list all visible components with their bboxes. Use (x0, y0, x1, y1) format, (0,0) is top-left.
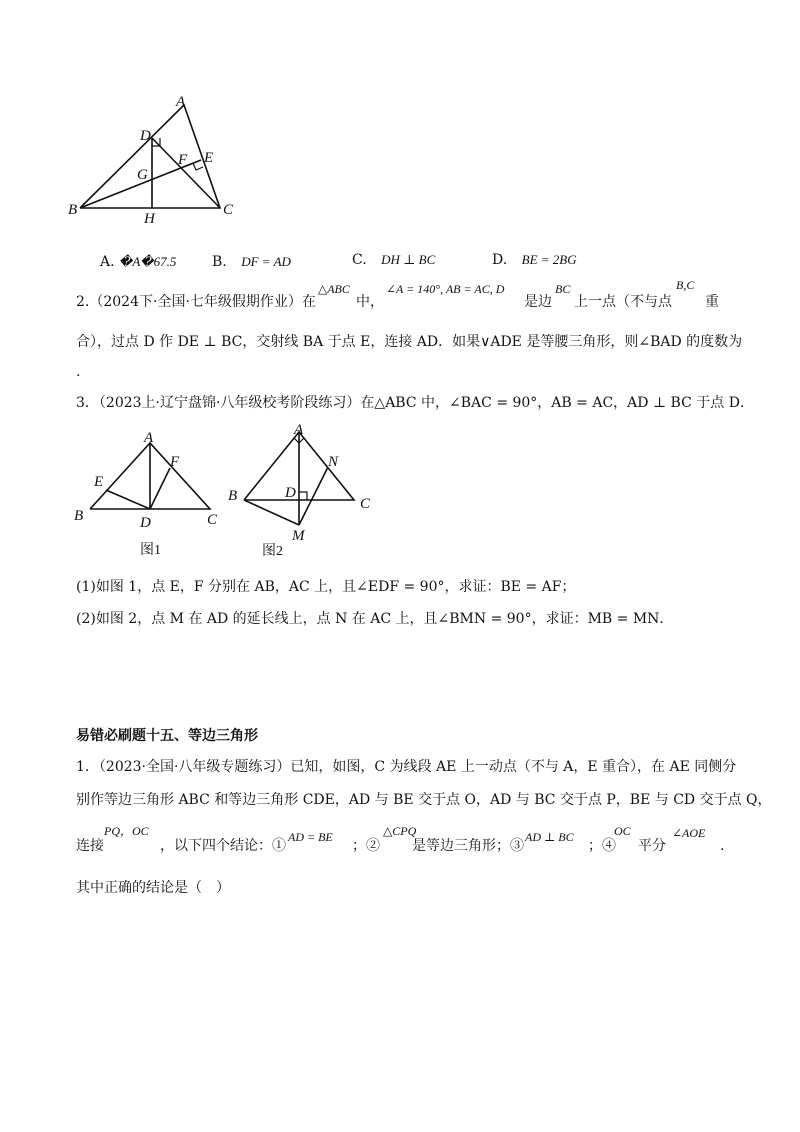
label-f: F (178, 152, 188, 168)
section-q1-line2: 别作等边三角形 ABC 和等边三角形 CDE，AD 与 BE 交于点 O，AD 与 BC 交于点 P，BE 与 CD 交于点 Q， (76, 792, 772, 808)
choice-c-text: DH ⊥ BC (381, 252, 436, 267)
fig2-label-m: M (292, 528, 305, 544)
fig2-label-n: N (328, 454, 339, 470)
section-q1-c2: △CPQ (383, 824, 417, 838)
section-q1-concl-b: ；② (352, 838, 380, 854)
choice-d-text: BE = 2BG (521, 252, 577, 267)
choice-a-text: �A�67.5 (119, 254, 177, 269)
section-q1-c1: AD = BE (288, 830, 333, 844)
section-q1-line1: 1．（2023·全国·八年级专题练习）已知，如图，C 为线段 AE 上一动点（不与 A，E 重合），在 AE 同侧分 (76, 759, 737, 775)
section-q1-c4a: OC (614, 824, 631, 838)
q2-num: 2. (76, 294, 90, 310)
fig1-label-e: E (94, 474, 104, 490)
q2-shibian: 是边 (524, 294, 552, 310)
figure-2-diagram (222, 420, 382, 560)
section-q1-c3: AD ⊥ BC (525, 830, 574, 844)
section-q1-c4b: ∠AOE (672, 826, 706, 840)
q3-sub1: (1)如图 1，点 E，F 分别在 AB，AC 上，且∠EDF = 90°，求证：BE = AF； (76, 579, 576, 595)
q2-line1 (76, 292, 316, 312)
choice-a-letter: A. (100, 254, 115, 270)
choice-d (492, 250, 577, 270)
fig2-label-a: A (294, 422, 304, 438)
choice-a (100, 252, 176, 272)
section-q1-pingfen: 平分 (638, 838, 666, 854)
fig2-caption: 图2 (262, 544, 283, 559)
q2-end-dot: . (76, 364, 81, 380)
q2-zhong2: 重 (705, 294, 719, 310)
q2-zhong: 中， (356, 294, 384, 310)
fig1-label-b: B (74, 508, 84, 524)
q2-shang: 上一点（不与点 (574, 294, 672, 310)
section-q1-concl-a: ，以下四个结论：① (160, 838, 286, 854)
q2-source: （2024下·全国·七年级假期作业）在 (89, 294, 316, 310)
fig1-label-f: F (170, 454, 180, 470)
label-d: D (140, 128, 151, 144)
choice-b-letter: B. (212, 254, 227, 270)
figure-triangle-abc (60, 90, 250, 230)
q2-triangle: △ABC (318, 282, 350, 296)
section-q1-question: 其中正确的结论是（ ） (76, 880, 230, 896)
choice-c (352, 250, 435, 270)
fig1-label-c: C (207, 512, 218, 528)
figure-1-diagram (70, 428, 230, 560)
fig2-label-d: D (285, 485, 296, 501)
q2-bc: BC (555, 282, 571, 296)
choice-b (212, 252, 291, 272)
section-q1-enddot: . (720, 838, 725, 854)
choice-b-text: DF = AD (241, 254, 291, 269)
section-title: 易错必刷题十五、等边三角形 (76, 728, 258, 744)
label-c: C (223, 202, 234, 218)
fig2-label-b: B (228, 488, 238, 504)
q3-sub2: (2)如图 2，点 M 在 AD 的延长线上，点 N 在 AC 上，且∠BMN = 90°，求证：MB = MN． (76, 611, 674, 627)
label-g: G (137, 167, 148, 183)
choice-c-letter: C. (352, 252, 367, 268)
fig2-label-c: C (360, 496, 371, 512)
q3-text: 3．（2023上·辽宁盘锦·八年级校考阶段练习）在△ABC 中，∠BAC = 90°，AB = AC，AD ⊥ BC 于点 D． (76, 395, 754, 411)
q2-bc-points: B,C (676, 278, 695, 292)
section-q1-lianjie: 连接 (76, 838, 104, 854)
label-h: H (144, 211, 155, 227)
label-e: E (204, 150, 214, 166)
label-b: B (68, 202, 78, 218)
section-q1-concl-c: 是等边三角形；③ (412, 838, 524, 854)
label-a: A (176, 94, 186, 110)
q2-line2: 合），过点 D 作 DE ⊥ BC，交射线 BA 于点 E，连接 AD．如果∨ADE 是等腰三角形，则∠BAD 的度数为 (76, 334, 743, 350)
section-q1-pqoc: PQ，OC (104, 824, 149, 838)
section-q1-concl-d: ；④ (588, 838, 616, 854)
fig1-label-d: D (140, 515, 151, 531)
fig1-label-a: A (144, 430, 154, 446)
choice-d-letter: D. (492, 252, 508, 268)
q2-condition: ∠A = 140°, AB = AC, D (386, 282, 505, 296)
fig1-caption: 图1 (140, 543, 161, 558)
